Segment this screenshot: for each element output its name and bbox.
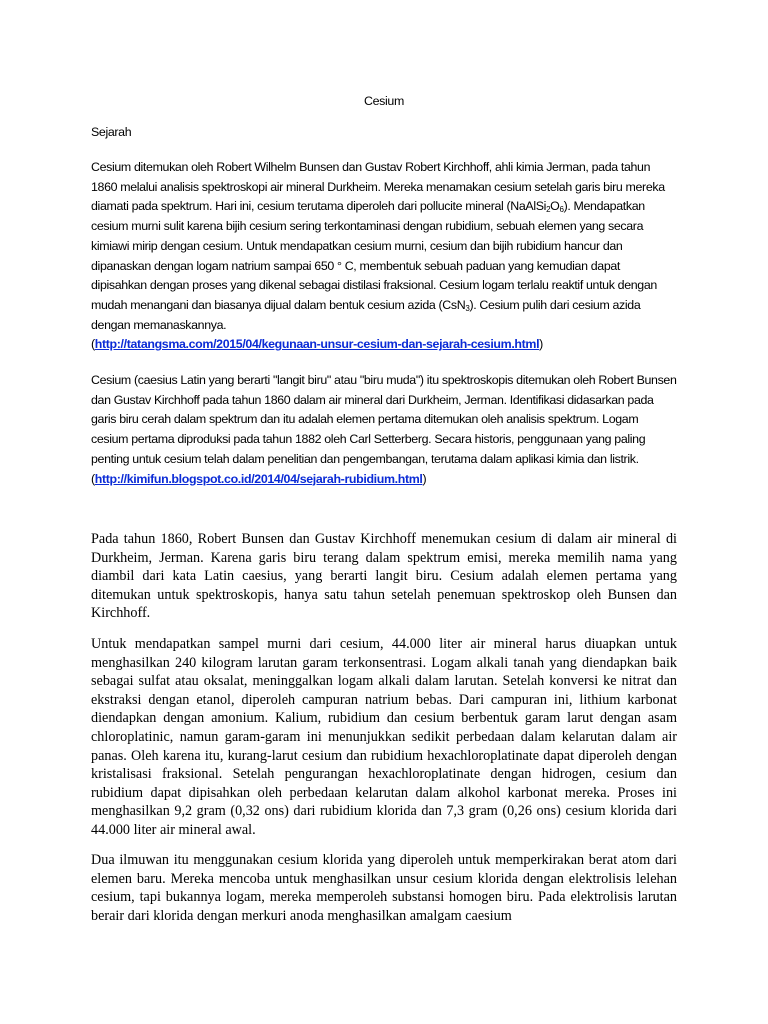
paragraph-electrolysis: Dua ilmuwan itu menggunakan cesium klorida yang diperoleh untuk memperkirakan berat atom dari elemen baru. Mereka mencoba untuk menghasilkan unsur cesium klorida dengan elektrolisis lelehan cesium, tapi bukannya logam, mereka memperoleh substansi homogen biru. Pada elektrolisis larutan berair dari klorida dengan merkuri anoda menghasilkan amalgam caesium	[91, 852, 677, 924]
paragraph-history-1	[91, 158, 677, 355]
paragraph-text: ). Mendapatkan cesium murni sulit karena bijih cesium sering terkontaminasi dengan rubidium, sebuah elemen yang secara kimiawi mirip dengan cesium. Untuk mendapatkan cesium murni, cesium dan bijih rubidium hancur dan dipanaskan dengan logam natrium sampai 650 ° C, membentuk sebuah paduan yang kemudian dapat dipisahkan dengan proses yang dikenal sebagai distilasi fraksional. Cesium logam terlalu reaktif untuk dengan mudah menangani dan biasanya dijual dalam bentuk cesium azida (CsN	[91, 199, 657, 312]
section-heading: Sejarah	[91, 125, 132, 139]
subscript: 2	[546, 205, 551, 215]
subscript: 3	[465, 303, 470, 313]
paragraph-text: Cesium ditemukan oleh Robert Wilhelm Bunsen dan Gustav Robert Kirchhoff, ahli kimia Jerman, pada tahun 1860 melalui analisis spektroskopi air mineral Durkheim. Mereka menamakan cesium setelah garis biru mereka diamati pada spektrum. Hari ini, cesium terutama diperoleh dari pollucite mineral (NaAlSi	[91, 160, 665, 214]
document-title: Cesium	[364, 94, 404, 108]
link-paren-open: (	[91, 471, 95, 486]
reference-link[interactable]: http://kimifun.blogspot.co.id/2014/04/sejarah-rubidium.html	[94, 471, 423, 486]
paragraph-text: Cesium (caesius Latin yang berarti "langit biru" atau "biru muda") itu spektroskopis ditemukan oleh Robert Bunsen dan Gustav Kirchhoff pada tahun 1860 dalam air mineral dari Durkheim, Jerman. Identifikasi didasarkan pada garis biru cerah dalam spektrum dan itu adalah elemen pertama ditemukan oleh analisis spektrum. Logam cesium pertama diproduksi pada tahun 1882 oleh Carl Setterberg. Secara historis, penggunaan yang paling penting untuk cesium telah dalam penelitian dan pengembangan, terutama dalam aplikasi kimia dan listrik.	[91, 373, 677, 466]
paragraph-text: ). Cesium pulih dari cesium azida dengan memanaskannya.	[91, 297, 641, 332]
link-paren-open: (	[91, 337, 95, 352]
subscript: 6	[559, 205, 564, 215]
paragraph-discovery: Pada tahun 1860, Robert Bunsen dan Gustav Kirchhoff menemukan cesium di dalam air mineral di Durkheim, Jerman. Karena garis biru terang dalam spektrum emisi, mereka memilih nama yang diambil dari kata Latin caesius, yang berarti langit biru. Cesium adalah elemen pertama yang ditemukan untuk spektroskopis, hanya satu tahun setelah penemuan spektroskop oleh Bunsen dan Kirchhoff.	[91, 531, 677, 622]
link-paren-close: )	[422, 471, 427, 486]
paragraph-history-2	[91, 371, 677, 489]
paragraph-isolation: Untuk mendapatkan sampel murni dari cesium, 44.000 liter air mineral harus diuapkan untuk menghasilkan 240 kilogram larutan garam terkonsentrasi. Logam alkali tanah yang diendapkan baik sebagai sulfat atau oksalat, meninggalkan logam alkali dalam larutan. Setelah konversi ke nitrat dan ekstraksi dengan etanol, diperoleh campuran natrium bebas. Dari campuran ini, lithium karbonat diendapkan dengan amonium. Kalium, rubidium dan cesium berbentuk garam larut dengan asam chloroplatinic, namun garam-garam ini menunjukkan sedikit perbedaan dalam kelarutan dalam air panas. Oleh karena itu, kurang-larut cesium dan rubidium hexachloroplatinate dapat diperoleh dengan kristalisasi fraksional. Setelah pengurangan hexachloroplatinate dengan hidrogen, cesium dan rubidium dapat dipisahkan oleh perbedaan kelarutan dalam alkohol karbonat mereka. Proses ini menghasilkan 9,2 gram (0,32 ons) dari rubidium klorida dan 7,3 gram (0,26 ons) cesium klorida dari 44.000 liter air mineral awal.	[91, 636, 677, 838]
link-paren-close: )	[539, 337, 543, 352]
paragraph-text: O	[550, 199, 560, 214]
reference-link[interactable]: http://tatangsma.com/2015/04/kegunaan-unsur-cesium-dan-sejarah-cesium.html	[94, 337, 540, 352]
